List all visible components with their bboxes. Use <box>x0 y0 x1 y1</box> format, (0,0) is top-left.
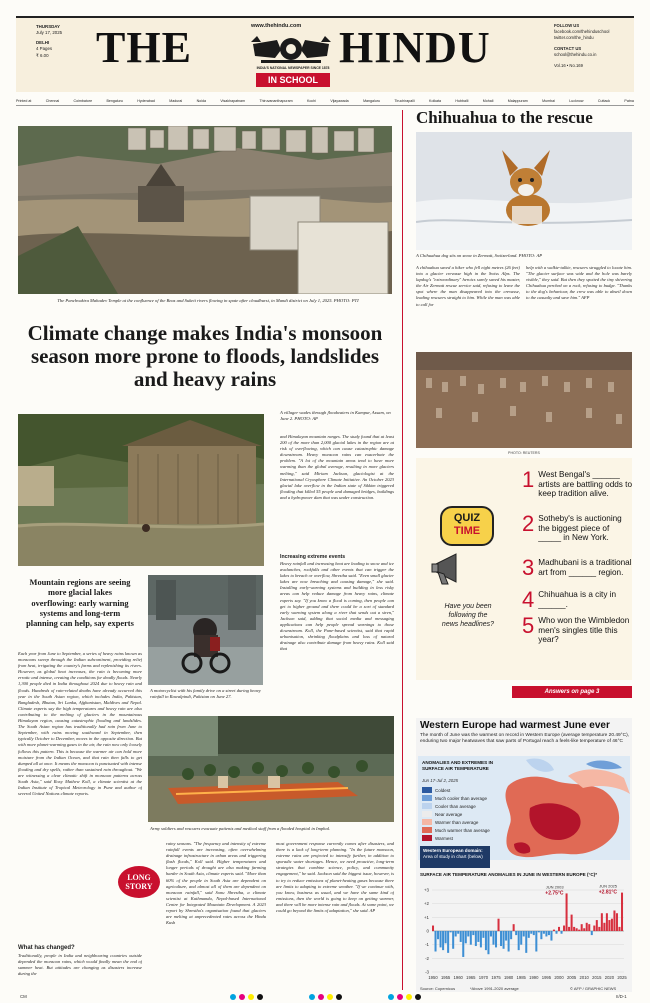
chart-bar <box>460 931 462 942</box>
villager-flood-photo <box>18 414 264 566</box>
chart-bar <box>503 931 505 949</box>
chart-bar <box>455 931 457 936</box>
lead-deck: Mountain regions are seeing more glacial lakes overflowing: early warning systems and long-term planning can help, say experts <box>26 578 134 629</box>
quiz-item-number: 1 <box>522 467 535 492</box>
quiz-item <box>522 467 634 514</box>
chart-bar <box>533 931 535 935</box>
chart-bar <box>568 927 570 931</box>
chart-bar <box>525 931 527 953</box>
quiz-item-text: West Bengal's ______ artists are battling odds to keep tradition alive. <box>538 470 633 498</box>
print-centre: Thiruvananthapuram <box>259 98 293 103</box>
quiz-item-number: 3 <box>522 555 535 580</box>
article-col-d: most government response currently comes after disasters, and there is a lack of long-term planning. "In the future monsoon, extreme rains are projected to intensify further, in addition to sporadic water shortages. Hence, we need proactive, long-term strategies that combine science, policy, and community engagement," he said. Jackson said the biggest issue, however, is to try to reduce emissions of planet-heating gases because there are limits to adapting to extreme weather. "If we continue with, you know, business as usual, and we have the same kind of emissions, then the world is going to keep on getting warmer, and there will be more intense rain and floods. At some point, we could go beyond the limits of adaptation," she said. AP <box>276 841 394 914</box>
masthead-edition: DELHI <box>36 39 50 45</box>
lead-photo-caption: The Panchvaktra Mahadev Temple at the confluence of the Beas and Suketi rivers flowing in spate after cloudburst, in Mandi district on July 1, 2025. PHOTO: PTI <box>57 298 359 303</box>
villager-photo-caption: A villager wades through floodwaters in Kampur, Assam, on June 2. PHOTO: AP <box>280 410 391 421</box>
legend-label: Much cooler than average <box>435 795 488 801</box>
article-col-b: and Himalayan mountain ranges. The study found that at least 200 of the more than 2,000 glacial lakes in the region are at risk of overflowing, which can cause catastrophic damage downstream. Heavy monsoon rains can exacerbate the problem. "A lot of the mountain areas tend to have more warming than the global average, resulting in more glaciers melting," said Miriam Jackson, glaciologist at the International Cryosphere Climate Initiative. An October 2023 glacial lake overflow in the Indian state of Sikkim triggered flooding that killed 55 people and damaged bridges, buildings and a hydropower dam that was under construction. <box>280 434 394 500</box>
quiz-item <box>522 511 634 558</box>
print-centre: Kolkata <box>429 98 442 103</box>
chart-bar <box>432 926 434 931</box>
legend-swatch <box>422 827 432 833</box>
legend-item <box>422 826 512 834</box>
chart-bar <box>472 931 474 935</box>
y-tick-label: +1 <box>423 914 429 920</box>
x-tick-label: 1950 <box>428 975 438 980</box>
registration-marks <box>90 994 560 1000</box>
quiz-time-bubble <box>440 506 494 546</box>
chart-bar <box>538 931 540 932</box>
chihuahua-caption: A Chihuahua dog sits on snow in Zermatt, Switzerland. PHOTO: AP <box>416 253 543 258</box>
chart-bar <box>498 919 500 931</box>
emblem-icon <box>247 32 335 66</box>
annotation-label: JUN 2025 <box>599 884 617 889</box>
quiz-item-number: 5 <box>522 613 535 638</box>
chart-bar <box>505 931 507 941</box>
annotation-value: +2.75°C <box>545 890 564 897</box>
legend-swatch <box>422 835 432 841</box>
chart-bar <box>611 919 613 931</box>
print-centre: Kochi <box>306 98 316 103</box>
x-tick-label: 1960 <box>453 975 463 980</box>
legend-label: Cooler than average <box>435 803 476 809</box>
legend-item <box>422 794 512 802</box>
print-centre: Madurai <box>169 98 183 103</box>
quiz-item-text: Who won the Wimbledon men's singles title this year? <box>538 616 630 644</box>
chart-bar <box>437 931 439 939</box>
chart-bar <box>596 920 598 931</box>
chart-bar <box>462 931 464 957</box>
x-tick-label: 1995 <box>541 975 552 980</box>
chart-bar <box>586 923 588 931</box>
legend-label: Coldest <box>435 787 451 793</box>
chart-bar <box>616 913 618 931</box>
quiz-item-number: 4 <box>522 587 535 612</box>
chart-bar <box>477 931 479 942</box>
chart-bar <box>465 931 467 943</box>
follow-title: FOLLOW US <box>554 23 580 28</box>
legend-swatch <box>422 811 432 817</box>
chart-bar <box>500 931 502 946</box>
masthead-url[interactable]: www.thehindu.com <box>251 23 302 29</box>
logo-hindu: HINDU <box>339 23 491 72</box>
chart-bar <box>583 928 585 931</box>
x-tick-label: 2000 <box>554 975 564 980</box>
chart-bar <box>445 931 447 943</box>
y-tick-label: +2 <box>423 901 429 907</box>
masthead-day: THURSDAY <box>36 24 60 29</box>
print-centre: Coimbatore <box>73 98 93 103</box>
lead-flood-photo <box>18 126 392 294</box>
print-centre: Mohali <box>482 98 494 103</box>
chart-bar <box>613 911 615 932</box>
x-tick-label: 1990 <box>529 975 539 980</box>
chihuahua-col-2: help with a walkie-talkie, rescuers struggled to locate him. "The glacier surface was wide and the hole was barely visible," they said. But then they spotted the tiny shivering Chihuahua perched on a rock, refusing to budge. "Thanks to the dog's behaviour, the crew was able to abseil down to the casualty and save him." AFP <box>526 265 632 301</box>
masthead-pages: 4 Pages <box>36 46 53 52</box>
y-tick-label: -2 <box>425 955 429 961</box>
chart-title: SURFACE AIR TEMPERATURE ANOMALIES IN JUNE IN WESTERN EUROPE (°C)* <box>420 872 598 877</box>
quiz-item <box>522 587 634 616</box>
motorcyclist-caption: A motorcyclist with his family drive on a street during heavy rainfall in Rawalpindi, Pakistan on June 27. <box>150 688 261 699</box>
chart-bar <box>593 926 595 931</box>
print-centre: Visakhapatnam <box>220 98 246 103</box>
chart-bar <box>578 930 580 931</box>
contact-title: CONTACT US <box>554 46 582 51</box>
y-tick-label: 0 <box>426 928 429 934</box>
chart-bar <box>543 931 545 934</box>
print-centre: Mumbai <box>542 98 555 103</box>
legend-swatch <box>422 795 432 801</box>
legend-item <box>422 802 512 810</box>
annotation-label: JUN 2003 <box>545 884 564 890</box>
chart-footnote: *Above 1991-2020 average <box>470 986 519 991</box>
chart-bar <box>598 927 600 931</box>
chart-bar <box>447 931 449 953</box>
chart-bar <box>457 931 459 934</box>
masthead-follow <box>554 23 632 69</box>
footer-page: II/D-1 <box>616 994 627 999</box>
temperature-anomaly-chart <box>418 884 632 984</box>
legend-swatch <box>422 819 432 825</box>
chart-bar <box>555 931 557 934</box>
chart-bar <box>482 931 484 938</box>
chart-bar <box>591 931 593 935</box>
contact-email[interactable]: school@thehindu.co.in <box>554 52 597 57</box>
masthead-price: ₹ 6.00 <box>36 52 49 58</box>
chart-bar <box>440 931 442 947</box>
legend-swatch <box>422 787 432 793</box>
legend-label: Warmest <box>435 835 453 841</box>
article-col-c: rainy seasons. "The frequency and intensity of extreme rainfall events are increasing, often overwhelming drainage infrastructure in urban areas and triggering flash floods," Koll said. Higher temperatures and longer periods of drought are also making farming harder in South Asia, climate experts said. "More than 60% of the people in South Asia are dependent on agriculture, and almost all of them are dependent on monsoon rainfall," said Sonu Shrestha, a climate scientist at Kathmandu, Nepal-based International Centre for Integrated Mountain Development. A 2023 report by Shrestha's organisation found that glaciers are melting at unprecedented rates across the Hindu Kush <box>166 841 266 926</box>
chart-bar <box>495 931 497 947</box>
x-tick-label: 2015 <box>592 975 602 980</box>
print-centre: Printed at <box>16 98 32 103</box>
chart-credit: © AFP / GRAPHIC NEWS <box>570 986 617 991</box>
map-subtitle: Jun 17-Jul 2, 2025 <box>422 778 459 783</box>
x-tick-label: 2010 <box>579 975 589 980</box>
chart-bar <box>452 931 454 949</box>
chart-bar <box>621 893 623 931</box>
map-legend <box>422 786 512 842</box>
quiz-item-text: Chihuahua is a city in ______. <box>538 590 617 609</box>
print-centre: Lucknow <box>569 98 584 103</box>
chart-bar <box>550 931 552 941</box>
quiz-item-text: Sotheby's is auctioning the biggest piece of _____ in New York. <box>538 514 622 542</box>
subhead-extreme-events: Increasing extreme events <box>280 554 346 560</box>
chart-bar <box>548 931 550 935</box>
chart-bar <box>515 931 517 935</box>
supplement-label: IN SCHOOL <box>256 73 330 87</box>
subhead-what-changed: What has changed? <box>18 945 75 951</box>
print-centre: Cuttack <box>597 98 611 103</box>
chart-bar <box>553 930 555 931</box>
chart-bar <box>573 927 575 931</box>
print-centre: Patna <box>624 98 634 103</box>
quiz-question-list <box>522 467 634 656</box>
print-centre: Bengaluru <box>106 98 123 103</box>
chart-bar <box>492 931 494 945</box>
chart-bar <box>487 931 489 954</box>
chart-bar <box>545 931 547 936</box>
chart-bar <box>540 931 542 939</box>
legend-item <box>422 810 512 818</box>
chart-bar <box>566 893 568 931</box>
article-col-a-cont: Traditionally, people in India and neighbouring countries outside depended the monsoon rains, which would finally mean the end of summer heat. But attitudes are changing as disasters increase during the <box>18 953 142 977</box>
army-rescue-photo <box>148 716 394 822</box>
megaphone-icon <box>430 548 470 590</box>
footer-left: CM <box>20 994 27 999</box>
x-tick-label: 1970 <box>478 975 489 980</box>
chart-bar <box>467 931 469 936</box>
map-title: ANOMALIES AND EXTREMES IN SURFACE AIR TEMPERATURE <box>422 760 494 771</box>
masthead-volume: Vol.16 • No.169 <box>554 63 583 68</box>
chart-bar <box>523 931 525 936</box>
quiz-item <box>522 555 634 590</box>
quiz-photo-credit: PHOTO: REUTERS <box>508 451 540 455</box>
masthead-date: July 17, 2025 <box>36 30 63 36</box>
legend-item <box>422 818 512 826</box>
print-centre: Hubballi <box>455 98 469 103</box>
chihuahua-col-1: A chihuahua saved a hiker who fell eight metres (26 feet) into a glacier crevasse high in the Swiss Alps. The lapdog's "extraordinary" heroics surely saved his master, the Air Zermatt rescue service said, refusing to leave the spot where the man disappeared into the crevasse, leading rescuers straight to him. While the man was able to call for <box>416 265 520 307</box>
chart-bar <box>490 931 492 936</box>
chart-bar <box>581 924 583 931</box>
x-tick-label: 1980 <box>503 975 514 980</box>
x-tick-label: 1985 <box>516 975 526 980</box>
europe-intro: The month of June was the warmest on record in Western Europe (average temperature 20.49°C), enduring two major heatwaves that saw parts of Portugal reach a feels-like temperature of 46°C <box>420 733 629 744</box>
chart-bar <box>558 927 560 931</box>
x-tick-label: 2020 <box>604 975 615 980</box>
europe-headline: Western Europe had warmest June ever <box>420 720 610 731</box>
y-tick-label: -1 <box>425 942 429 948</box>
chart-bar <box>601 913 603 931</box>
chart-bar <box>475 931 477 946</box>
quiz-title-top: QUIZ <box>453 512 481 524</box>
quiz-prompt: Have you been following the news headlines? <box>441 603 495 628</box>
print-centre: Hyderabad <box>137 98 155 103</box>
y-tick-label: +3 <box>423 887 429 893</box>
chart-bar <box>528 931 530 938</box>
chart-bar <box>603 923 605 931</box>
quiz-item <box>522 613 634 656</box>
chart-bar <box>442 931 444 950</box>
print-centre: Chennai <box>45 98 60 103</box>
follow-link-facebook[interactable]: facebook.com/thehinduschool <box>554 29 610 34</box>
follow-link-twitter[interactable]: twitter.com/the_hindu <box>554 35 594 40</box>
chart-bar <box>480 931 482 947</box>
x-tick-label: 2005 <box>566 975 577 980</box>
lead-headline: Climate change makes India's monsoon season more prone to floods, landslides and heavy rains <box>27 321 383 391</box>
x-tick-label: 2025 <box>617 975 627 980</box>
chart-bar <box>520 931 522 945</box>
legend-swatch <box>422 803 432 809</box>
quiz-item-text: Madhubani is a traditional art from ______ region. <box>538 558 632 577</box>
chihuahua-photo <box>416 132 632 250</box>
chart-bar <box>530 931 532 934</box>
legend-label: Near average <box>435 811 463 817</box>
article-col-a: Each year from June to September, a series of heavy rains known as monsoons sweep through the Indian subcontinent, providing relief from heat, irrigating the country's farms and replenishing its rivers. However, as global heat increases, the rain is becoming more erratic and intense, creating the conditions for deadly floods. Nearly 1,300 people died in India throughout 2024 due to heavy rain and floods. Hundreds of rain-related deaths have already occurred this year in the South Asian region, which includes India, Pakistan, Bangladesh, Bhutan, Sri Lanka, Afghanistan, Maldives and Nepal. Climate experts say the high temperatures and heavy rain are also contributing to the melting of glaciers in the mountainous Himalayan region, causing catastrophic flooding and landslides. The South Asian region has traditionally had rain from June to September, with rains moving southward in September, then typically October to December, moves in the opposite direction. But with more planet-warming gases in the air, the rain now only loosely follows this pattern. This is because the warmer air can hold more moisture from the Indian Ocean, and that rain then falls to get dumped all at once. It means the monsoon is punctuated with intense flooding and dry spells, rather than sustained rain throughout. "We are witnessing a clear climatic shift in monsoon patterns across South Asia," said Roxy Mathew Koll, a climate scientist at the Indian Institute of Tropical Meteorology in Pune and author of several United Nations climate reports. <box>18 651 142 797</box>
chihuahua-headline: Chihuahua to the rescue <box>416 108 593 127</box>
column-divider <box>402 110 403 990</box>
chart-bar <box>485 931 487 950</box>
print-centre: Mangaluru <box>363 98 381 103</box>
masthead <box>16 16 634 92</box>
quiz-title-bottom: TIME <box>453 525 481 537</box>
legend-item <box>422 786 512 794</box>
quiz-item-number: 2 <box>522 511 535 536</box>
x-tick-label: 1975 <box>491 975 501 980</box>
legend-label: Warmer than average <box>435 819 479 825</box>
chart-bar <box>513 924 515 931</box>
chart-bar <box>571 915 573 931</box>
print-centre: Tiruchirapalli <box>394 98 415 103</box>
chart-bar <box>563 926 565 931</box>
chart-bar <box>470 931 472 945</box>
domain-title: Western European domain: <box>423 848 483 853</box>
chart-bar <box>435 931 437 952</box>
chart-bar <box>508 931 510 952</box>
motorcyclist-photo <box>148 575 263 685</box>
quiz-photo <box>416 352 632 448</box>
chart-bar <box>576 928 578 931</box>
print-centre: Vijayawada <box>330 98 349 103</box>
long-story-badge: LONG STORY <box>118 866 160 898</box>
annotation-value: +2.81°C <box>598 889 617 896</box>
legend-label: Much warmer than average <box>435 827 490 833</box>
article-col-b-cont: Heavy rainfall and increasing heat are leading to snow and ice avalanches, rockfalls and other events that can trigger the lakes to breach or overflow, Shrestha said. "Even small glacier lakes are now breaching and causing damage," she said. Installing early-warning systems and building in less risky areas can help reduce damage from heavy rains, climate experts say. "If you know a flood is coming, then people can get to higher ground and there could be a sort of standard early warning system along a river that sends out a siren," Jackson said, adding that social media and messaging applications can help people spread warnings to those downstream. Koll, the Pune-based scientist, said that rapid urbanisation, shrinking floodplains and loss of natural drainage also contribute damage from heavy rains. Koll said that <box>280 561 394 652</box>
army-rescue-caption: Army soldiers and rescuers evacuate patients and medical staff from a flooded hospital in Imphal. <box>150 826 331 831</box>
x-tick-label: 1965 <box>466 975 476 980</box>
domain-text: Area of study in chart (below) <box>423 853 483 859</box>
quiz-answers-link[interactable]: Answers on page 3 <box>512 686 632 698</box>
chart-bar <box>606 913 608 931</box>
masthead-motto: INDIA'S NATIONAL NEWSPAPER SINCE 1878 <box>256 66 330 70</box>
print-centre: Noida <box>196 98 206 103</box>
masthead-dateline <box>36 24 62 59</box>
y-tick-label: -3 <box>425 969 429 975</box>
legend-item <box>422 834 512 842</box>
domain-note <box>420 846 490 868</box>
chart-bar <box>450 931 452 932</box>
x-tick-label: 1955 <box>440 975 451 980</box>
chart-bar <box>618 927 620 931</box>
print-centres-strip <box>16 96 634 106</box>
chart-bar <box>510 931 512 939</box>
chart-bar <box>535 931 537 952</box>
print-centre: Malappuram <box>507 98 528 103</box>
chart-bar <box>561 931 563 934</box>
chart-bar <box>518 931 520 950</box>
chart-bar <box>608 920 610 931</box>
chart-source: Source: Copernicus <box>420 986 456 991</box>
chart-bar <box>588 924 590 931</box>
logo-the: THE <box>96 23 192 72</box>
